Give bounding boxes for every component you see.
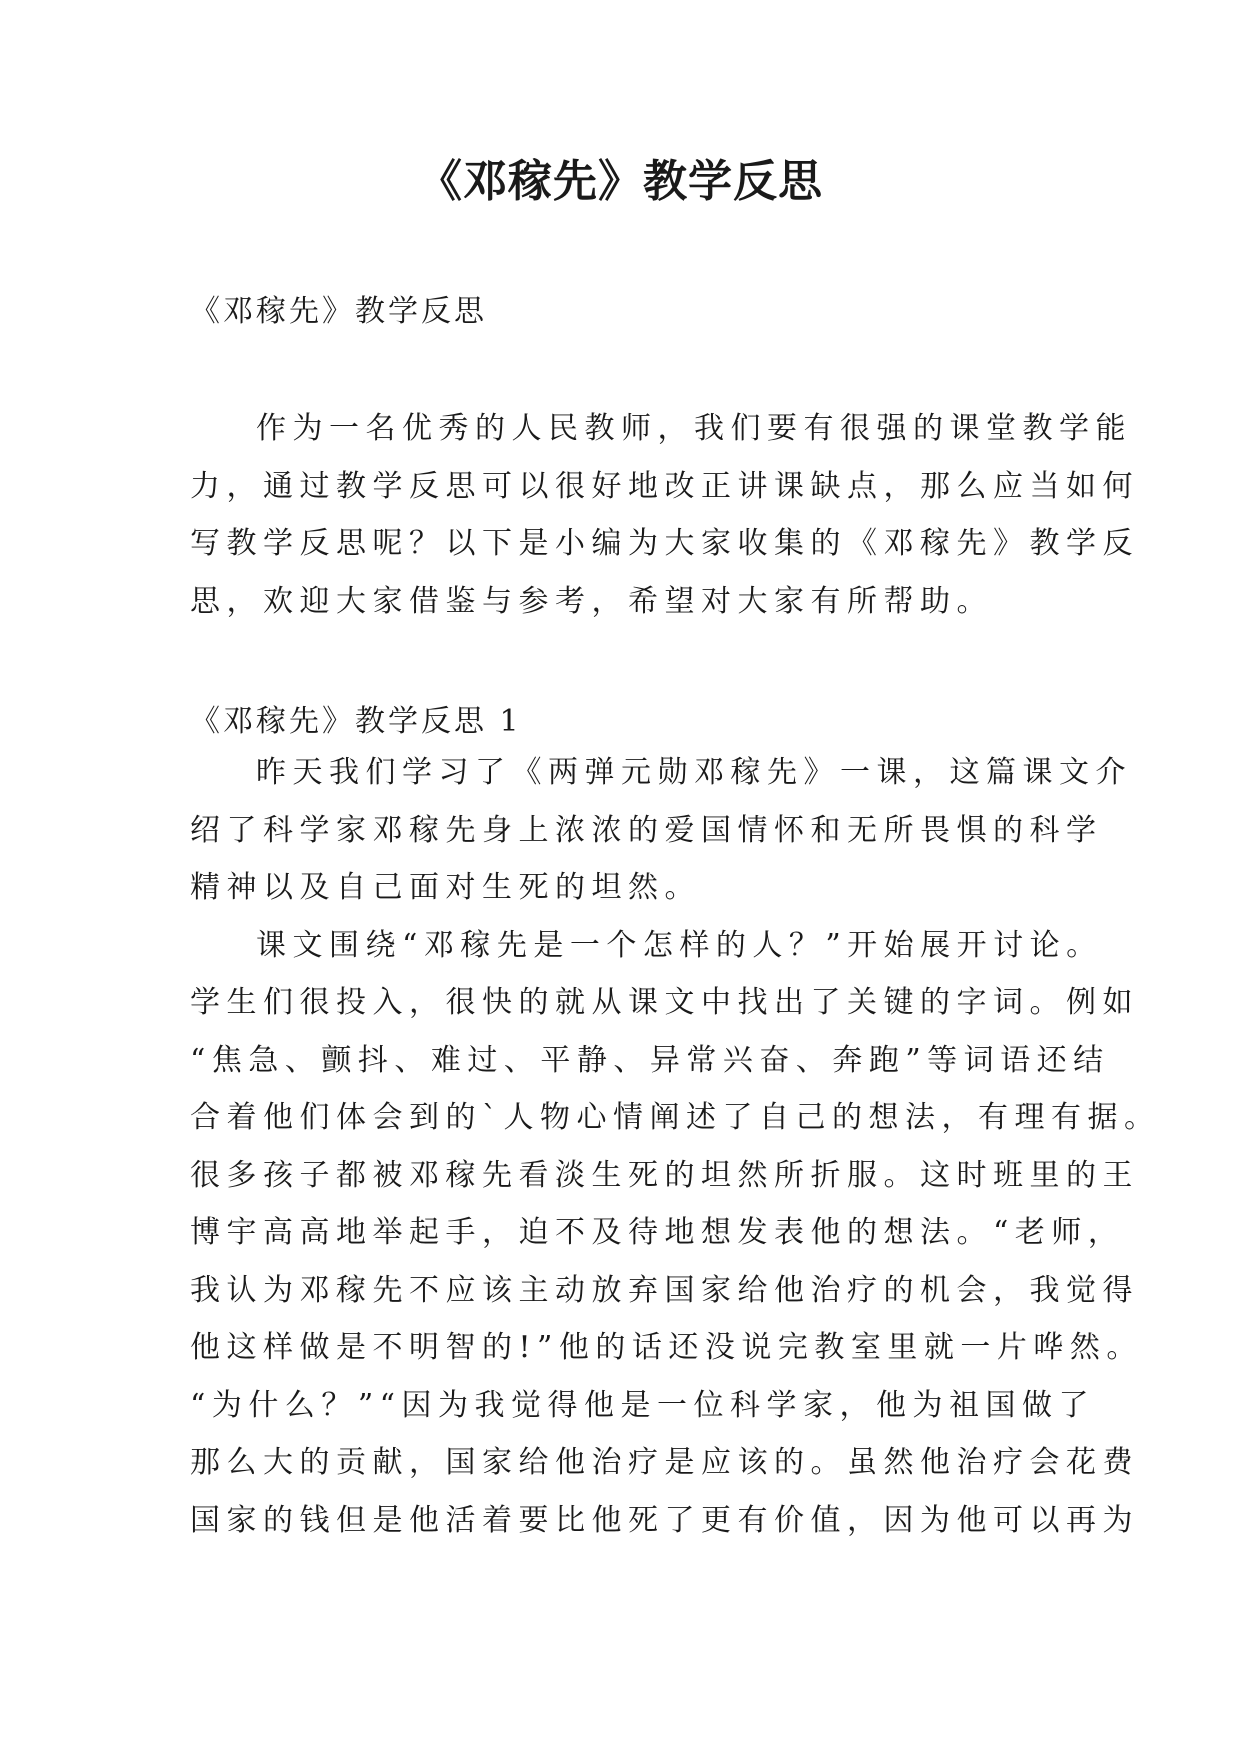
paragraph-line: 合着他们体会到的`人物心情阐述了自己的想法，有理有据。 — [190, 1100, 1161, 1135]
paragraph-line: 国家的钱但是他活着要比他死了更有价值，因为他可以再为 — [190, 1502, 1139, 1538]
paragraph-line: 思，欢迎大家借鉴与参考，希望对大家有所帮助。 — [190, 583, 993, 619]
paragraph-line: 昨天我们学习了《两弹元勋邓稼先》一课，这篇课文介 — [256, 755, 1132, 790]
paragraph-line: 绍了科学家邓稼先身上浓浓的爱国情怀和无所畏惧的科学 — [190, 812, 1103, 848]
document-title: 《邓稼先》教学反思 — [418, 156, 823, 207]
paragraph-line: 力，通过教学反思可以很好地改正讲课缺点，那么应当如何 — [190, 468, 1139, 504]
paragraph-line: 作为一名优秀的人民教师，我们要有很强的课堂教学能 — [256, 411, 1132, 446]
paragraph-line: 写教学反思呢？以下是小编为大家收集的《邓稼先》教学反 — [190, 526, 1139, 561]
section-heading: 《邓稼先》教学反思 1 — [190, 704, 522, 739]
paragraph-line: 我认为邓稼先不应该主动放弃国家给他治疗的机会，我觉得 — [190, 1272, 1139, 1308]
paragraph-line: 精神以及自己面对生死的坦然。 — [190, 870, 701, 905]
paragraph-line: 课文围绕“邓稼先是一个怎样的人？”开始展开讨论。 — [256, 927, 1103, 963]
paragraph-line: 博宇高高地举起手，迫不及待地想发表他的想法。“老师， — [190, 1215, 1125, 1250]
document-subtitle: 《邓稼先》教学反思 — [190, 294, 487, 329]
paragraph-line: 学生们很投入，很快的就从课文中找出了关键的字词。例如 — [190, 985, 1139, 1020]
intro-paragraph — [190, 400, 1139, 630]
section1-body — [190, 744, 1161, 1549]
paragraph-line: 那么大的贡献，国家给他治疗是应该的。虽然他治疗会花费 — [190, 1445, 1139, 1480]
paragraph-line: 他这样做是不明智的!”他的话还没说完教室里就一片哗然。 — [190, 1330, 1143, 1365]
paragraph-line: “为什么？”“因为我觉得他是一位科学家，他为祖国做了 — [190, 1387, 1096, 1423]
paragraph-line: “焦急、颤抖、难过、平静、异常兴奋、奔跑”等词语还结 — [190, 1042, 1110, 1078]
paragraph-line: 很多孩子都被邓稼先看淡生死的坦然所折服。这时班里的王 — [190, 1157, 1139, 1193]
